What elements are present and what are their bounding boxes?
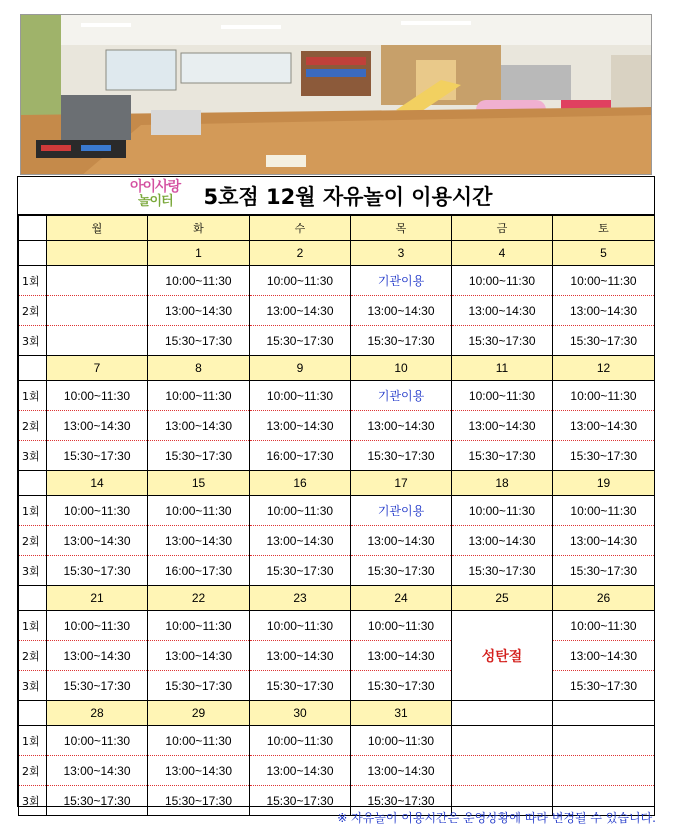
date-row	[19, 241, 655, 266]
time-slot-cell: 15:30~17:30	[47, 671, 148, 701]
session-label: 3회	[19, 326, 47, 356]
date-cell: 18	[452, 471, 553, 496]
date-cell: 29	[148, 701, 250, 726]
time-slot-cell: 15:30~17:30	[250, 556, 351, 586]
schedule-sheet	[17, 176, 655, 807]
session-label: 2회	[19, 411, 47, 441]
session-row	[19, 726, 655, 756]
time-slot-cell: 13:00~14:30	[148, 641, 250, 671]
time-slot-cell: 13:00~14:30	[250, 526, 351, 556]
time-slot-cell: 13:00~14:30	[148, 296, 250, 326]
holiday-cell: 성탄절	[452, 611, 553, 701]
time-slot-cell: 10:00~11:30	[47, 381, 148, 411]
date-cell: 30	[250, 701, 351, 726]
session-row	[19, 756, 655, 786]
time-slot-cell: 13:00~14:30	[148, 756, 250, 786]
session-row	[19, 266, 655, 296]
date-cell: 3	[351, 241, 452, 266]
date-cell: 12	[553, 356, 655, 381]
page-title: 5호점 12월 자유놀이 이용시간	[203, 184, 493, 209]
session-row	[19, 296, 655, 326]
weekday-header: 금	[452, 216, 553, 241]
corner-cell	[19, 241, 47, 266]
time-slot-cell: 15:30~17:30	[47, 786, 148, 816]
date-cell: 25	[452, 586, 553, 611]
schedule-table	[18, 215, 655, 816]
session-row	[19, 641, 655, 671]
time-slot-cell: 13:00~14:30	[148, 411, 250, 441]
time-slot-cell: 13:00~14:30	[351, 526, 452, 556]
session-row	[19, 326, 655, 356]
time-slot-cell	[553, 756, 655, 786]
session-row	[19, 411, 655, 441]
corner-cell	[19, 701, 47, 726]
date-cell: 24	[351, 586, 452, 611]
time-slot-cell: 15:30~17:30	[351, 556, 452, 586]
session-label: 3회	[19, 786, 47, 816]
time-slot-cell: 10:00~11:30	[250, 726, 351, 756]
time-slot-cell: 13:00~14:30	[47, 641, 148, 671]
time-slot-cell: 13:00~14:30	[553, 526, 655, 556]
time-slot-cell: 15:30~17:30	[148, 441, 250, 471]
date-cell: 31	[351, 701, 452, 726]
time-slot-cell: 13:00~14:30	[47, 411, 148, 441]
time-slot-cell	[553, 726, 655, 756]
weekday-header: 수	[250, 216, 351, 241]
session-row	[19, 526, 655, 556]
weekday-header: 토	[553, 216, 655, 241]
time-slot-cell: 13:00~14:30	[148, 526, 250, 556]
session-row	[19, 556, 655, 586]
time-slot-cell: 15:30~17:30	[47, 556, 148, 586]
session-label: 2회	[19, 526, 47, 556]
corner-cell	[19, 356, 47, 381]
weekday-header: 월	[47, 216, 148, 241]
time-slot-cell: 10:00~11:30	[250, 381, 351, 411]
date-cell: 15	[148, 471, 250, 496]
time-slot-cell: 10:00~11:30	[250, 496, 351, 526]
time-slot-cell: 10:00~11:30	[351, 611, 452, 641]
date-cell: 2	[250, 241, 351, 266]
time-slot-cell: 16:00~17:30	[148, 556, 250, 586]
time-slot-cell	[452, 756, 553, 786]
time-slot-cell: 10:00~11:30	[452, 266, 553, 296]
date-row	[19, 701, 655, 726]
time-slot-cell: 15:30~17:30	[351, 441, 452, 471]
time-slot-cell: 13:00~14:30	[351, 411, 452, 441]
logo-line-2: 놀이터	[138, 194, 173, 209]
time-slot-cell: 10:00~11:30	[148, 726, 250, 756]
date-cell: 7	[47, 356, 148, 381]
time-slot-cell: 15:30~17:30	[452, 441, 553, 471]
date-cell: 23	[250, 586, 351, 611]
session-label: 1회	[19, 266, 47, 296]
time-slot-cell: 15:30~17:30	[148, 671, 250, 701]
time-slot-cell: 10:00~11:30	[452, 496, 553, 526]
date-cell: 1	[148, 241, 250, 266]
time-slot-cell: 15:30~17:30	[452, 556, 553, 586]
date-cell: 4	[452, 241, 553, 266]
time-slot-cell: 기관이용	[351, 381, 452, 411]
time-slot-cell: 15:30~17:30	[553, 556, 655, 586]
date-cell: 9	[250, 356, 351, 381]
brand-logo	[130, 180, 190, 211]
date-cell: 16	[250, 471, 351, 496]
time-slot-cell: 기관이용	[351, 496, 452, 526]
date-cell: 8	[148, 356, 250, 381]
time-slot-cell: 15:30~17:30	[351, 786, 452, 816]
time-slot-cell: 10:00~11:30	[250, 266, 351, 296]
time-slot-cell: 15:30~17:30	[250, 326, 351, 356]
date-cell: 22	[148, 586, 250, 611]
time-slot-cell	[452, 726, 553, 756]
time-slot-cell: 10:00~11:30	[148, 266, 250, 296]
time-slot-cell: 15:30~17:30	[250, 786, 351, 816]
title-row	[18, 177, 654, 215]
time-slot-cell: 10:00~11:30	[553, 611, 655, 641]
session-row	[19, 496, 655, 526]
session-row	[19, 611, 655, 641]
time-slot-cell: 10:00~11:30	[148, 611, 250, 641]
time-slot-cell: 10:00~11:30	[47, 611, 148, 641]
time-slot-cell: 13:00~14:30	[250, 756, 351, 786]
time-slot-cell: 13:00~14:30	[250, 296, 351, 326]
corner-cell	[19, 216, 47, 241]
date-cell: 17	[351, 471, 452, 496]
time-slot-cell: 15:30~17:30	[452, 326, 553, 356]
date-cell: 14	[47, 471, 148, 496]
session-label: 1회	[19, 611, 47, 641]
time-slot-cell: 10:00~11:30	[553, 496, 655, 526]
time-slot-cell: 10:00~11:30	[250, 611, 351, 641]
time-slot-cell: 16:00~17:30	[250, 441, 351, 471]
session-label: 3회	[19, 556, 47, 586]
session-label: 2회	[19, 641, 47, 671]
time-slot-cell: 13:00~14:30	[452, 411, 553, 441]
time-slot-cell: 13:00~14:30	[553, 641, 655, 671]
corner-cell	[19, 586, 47, 611]
time-slot-cell	[47, 266, 148, 296]
session-row	[19, 671, 655, 701]
session-label: 3회	[19, 441, 47, 471]
time-slot-cell: 13:00~14:30	[250, 641, 351, 671]
date-cell	[47, 241, 148, 266]
date-row	[19, 471, 655, 496]
time-slot-cell: 13:00~14:30	[553, 296, 655, 326]
date-cell: 19	[553, 471, 655, 496]
date-row	[19, 356, 655, 381]
time-slot-cell: 15:30~17:30	[351, 326, 452, 356]
date-cell: 11	[452, 356, 553, 381]
time-slot-cell: 13:00~14:30	[47, 526, 148, 556]
weekday-header: 목	[351, 216, 452, 241]
time-slot-cell: 15:30~17:30	[553, 671, 655, 701]
time-slot-cell: 10:00~11:30	[148, 496, 250, 526]
footnote: ※ 자유놀이 이용시간은 운영상황에 따라 변경될 수 있습니다.	[337, 811, 656, 825]
date-cell: 26	[553, 586, 655, 611]
weekday-header-row	[19, 216, 655, 241]
date-cell: 5	[553, 241, 655, 266]
session-row	[19, 381, 655, 411]
time-slot-cell: 10:00~11:30	[553, 381, 655, 411]
time-slot-cell: 10:00~11:30	[47, 496, 148, 526]
time-slot-cell: 13:00~14:30	[452, 526, 553, 556]
session-row	[19, 441, 655, 471]
weekday-header: 화	[148, 216, 250, 241]
session-label: 1회	[19, 726, 47, 756]
time-slot-cell: 10:00~11:30	[148, 381, 250, 411]
time-slot-cell: 기관이용	[351, 266, 452, 296]
time-slot-cell: 13:00~14:30	[250, 411, 351, 441]
time-slot-cell: 15:30~17:30	[148, 326, 250, 356]
session-label: 2회	[19, 296, 47, 326]
time-slot-cell	[47, 326, 148, 356]
playroom-photo	[20, 14, 652, 175]
date-cell: 28	[47, 701, 148, 726]
time-slot-cell: 15:30~17:30	[553, 441, 655, 471]
date-cell	[553, 701, 655, 726]
logo-line-1: 아이사랑	[130, 179, 181, 195]
time-slot-cell: 13:00~14:30	[47, 756, 148, 786]
session-label: 1회	[19, 496, 47, 526]
time-slot-cell	[47, 296, 148, 326]
time-slot-cell: 15:30~17:30	[553, 326, 655, 356]
session-label: 1회	[19, 381, 47, 411]
date-cell	[452, 701, 553, 726]
date-cell: 10	[351, 356, 452, 381]
date-cell: 21	[47, 586, 148, 611]
time-slot-cell: 15:30~17:30	[47, 441, 148, 471]
time-slot-cell: 10:00~11:30	[351, 726, 452, 756]
time-slot-cell: 10:00~11:30	[553, 266, 655, 296]
time-slot-cell: 10:00~11:30	[47, 726, 148, 756]
time-slot-cell: 15:30~17:30	[148, 786, 250, 816]
date-row	[19, 586, 655, 611]
session-label: 2회	[19, 756, 47, 786]
time-slot-cell: 13:00~14:30	[452, 296, 553, 326]
time-slot-cell: 15:30~17:30	[351, 671, 452, 701]
session-label: 3회	[19, 671, 47, 701]
time-slot-cell: 13:00~14:30	[351, 641, 452, 671]
time-slot-cell: 10:00~11:30	[452, 381, 553, 411]
time-slot-cell: 13:00~14:30	[553, 411, 655, 441]
time-slot-cell: 13:00~14:30	[351, 756, 452, 786]
time-slot-cell: 15:30~17:30	[250, 671, 351, 701]
corner-cell	[19, 471, 47, 496]
time-slot-cell: 13:00~14:30	[351, 296, 452, 326]
